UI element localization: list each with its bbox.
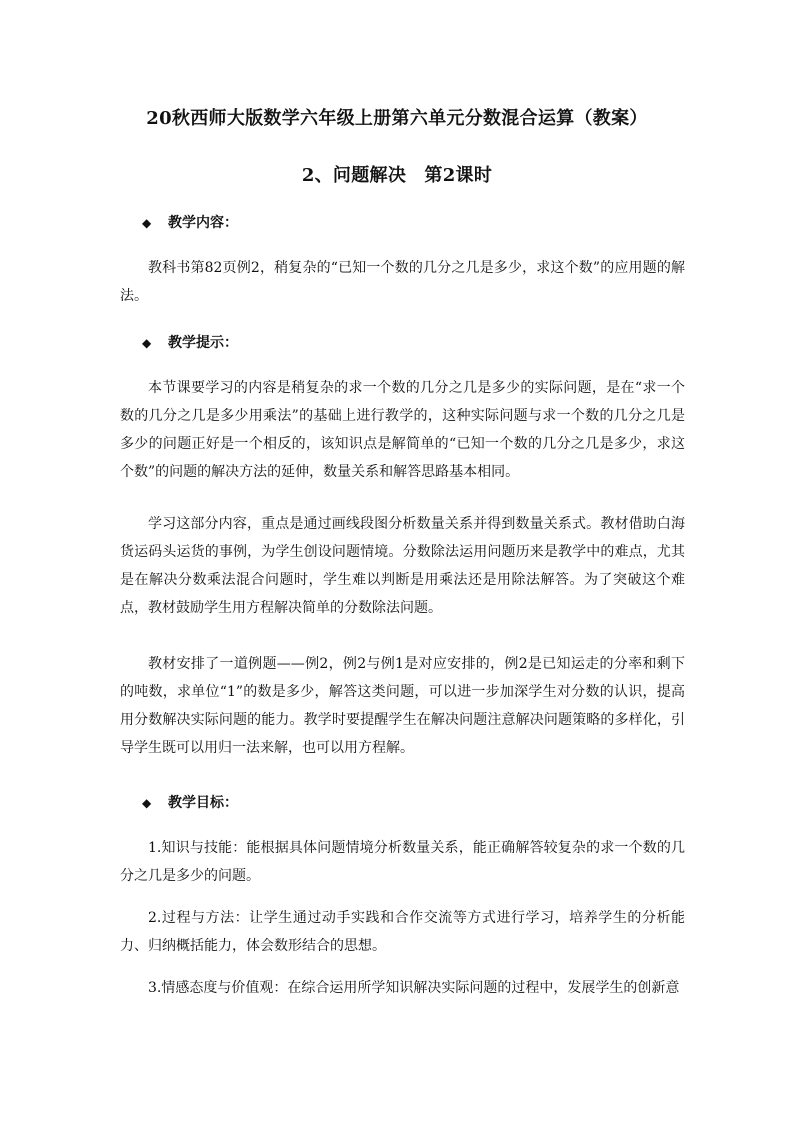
goal-item: 2.过程与方法：让学生通过动手实践和合作交流等方式进行学习，培养学生的分析能力、归纳概括能力，体会数形结合的思想。 (120, 910, 685, 954)
section-heading-text: 教学提示： (168, 335, 238, 351)
goal-item: 3.情感态度与价值观：在综合运用所学知识解决实际问题的过程中，发展学生的创新意 (148, 980, 680, 996)
section-heading-content (142, 212, 238, 232)
diamond-bullet-icon: ◆ (142, 336, 152, 350)
section-heading-text: 教学内容： (168, 215, 238, 231)
paragraph: 教材安排了一道例题——例2，例2与例1是对应安排的，例2是已知运走的分率和剩下的吨数，求单位“1”的数是多少，解答这类问题，可以进一步加深学生对分数的认识，提高用分数解决实际问题的能力。教学时要提醒学生在解决问题注意解决问题策略的多样化，引导学生既可以用归一法来解，也可以用方程解。 (120, 656, 685, 756)
diamond-bullet-icon: ◆ (142, 796, 152, 810)
paragraph: 学习这部分内容，重点是通过画线段图分析数量关系并得到数量关系式。教材借助白海货运码头运货的事例，为学生创设问题情境。分数除法运用问题历来是教学中的难点，尤其是在解决分数乘法混合问题时，学生难以判断是用乘法还是用除法解答。为了突破这个难点，教材鼓励学生用方程解决简单的分数除法问题。 (120, 516, 685, 616)
document-title: 20秋西师大版数学六年级上册第六单元分数混合运算（教案） (146, 108, 648, 129)
diamond-bullet-icon: ◆ (142, 216, 152, 230)
section-heading-hints (142, 332, 238, 352)
goal-item: 1.知识与技能：能根据具体问题情境分析数量关系，能正确解答较复杂的求一个数的几分之几是多少的问题。 (120, 840, 685, 884)
section-heading-text: 教学目标： (168, 795, 238, 811)
paragraph: 教科书第82页例2，稍复杂的“已知一个数的几分之几是多少，求这个数”的应用题的解法。 (120, 260, 685, 304)
section-heading-goals (142, 792, 238, 812)
paragraph: 本节课要学习的内容是稍复杂的求一个数的几分之几是多少的实际问题，是在“求一个数的几分之几是多少用乘法”的基础上进行教学的，这种实际问题与求一个数的几分之几是多少的问题正好是一个相反的，该知识点是解简单的“已知一个数的几分之几是多少，求这个数”的问题的解决方法的延伸，数量关系和解答思路基本相同。 (120, 380, 685, 480)
document-subtitle: 2、问题解决 第2课时 (301, 165, 493, 186)
